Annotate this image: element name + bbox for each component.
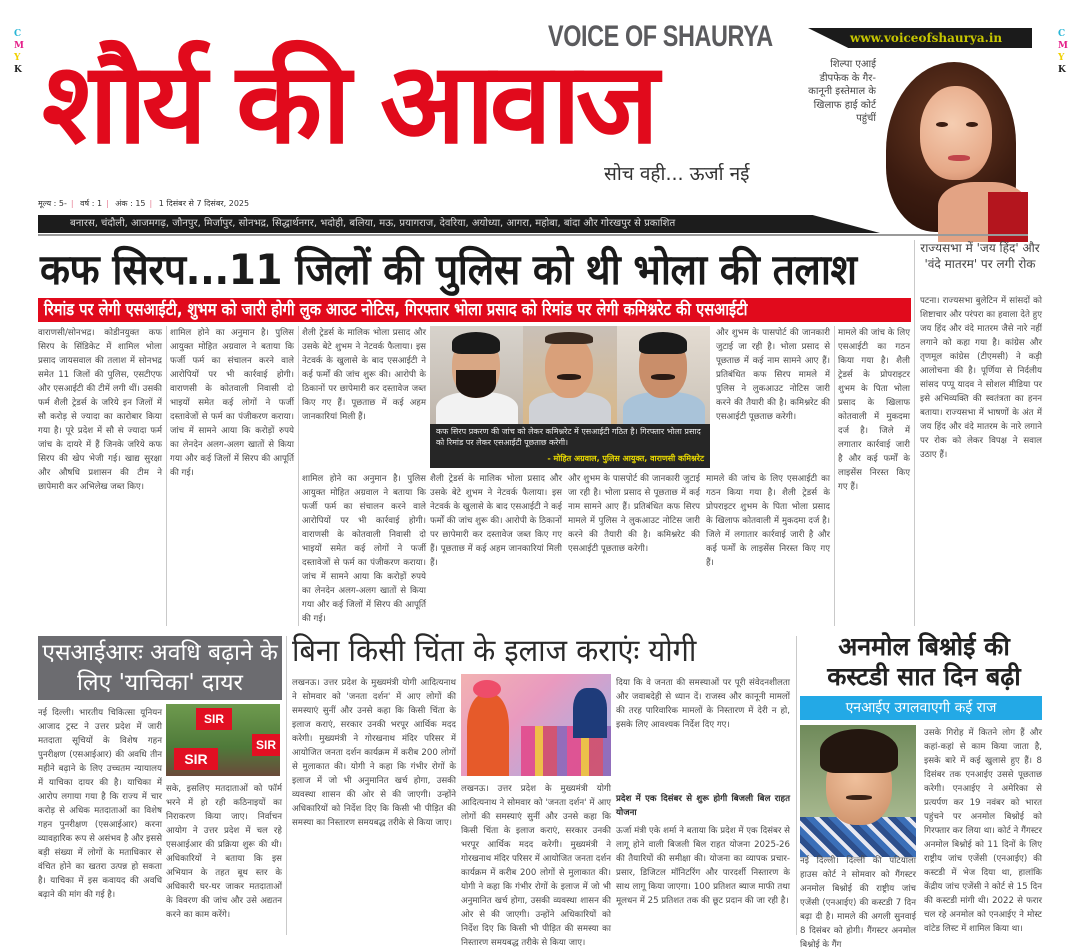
lead-column-1: वाराणसी/सोनभद्र। कोडीनयुक्त कफ सिरप के सिंडिकेट में शामिल भोला प्रसाद जायसवाल की तलाश में सोनभद्र समेत 11 जिलों की पुलिस, एसटीएफ और एसआईटी की टीमें लगी थीं। उसकी फर्म शैली ट्रेडर्स के जरिये इन जिलों में सौ करोड़ से ज्यादा का कारोबार किया गया है। पूरे प्रदेश में सौ से ज्यादा फर्म जांच के दायरे में हैं जिनके जरिये कफ सिरप की खेप भेजी गई। खाद्य सुरक्षा और औषधि प्रशासन की टीम ने छापेमारी कर अभिलेख जब्त किए। [38,328,162,492]
column-divider [166,326,167,626]
cmyk-c: C [1058,29,1066,39]
yogi-body-2: दिया कि वे जनता की समस्याओं पर पूरी संवेदनशीलता और जवाबदेही से ध्यान दें। राजस्व और कानूनी मामलों की तरह पारिवारिक मामलों के निस्तारण में देरी न हो, इसके लिए आवश्यक निर्देश दिए गए। [616,678,790,730]
cmyk-m: M [1058,41,1068,51]
photo-caption: कफ सिरप प्रकरण की जांच को लेकर कमिश्नरेट में एसआईटी गठित है। गिरफ्तार भोला प्रसाद को रिमांड पर लेकर एसआईटी पूछताछ करेगी। [436,427,701,447]
anmol-headline[interactable]: अनमोल बिश्नोई की कस्टडी सात दिन बढ़ी [827,632,1021,691]
lead-column-3c: शामिल होने का अनुमान है। पुलिस आयुक्त मोहित अग्रवाल ने बताया कि फर्जी फर्म का संचालन करने वाले आरोपियों पर भी कार्रवाई होगी। वाराणसी के कोतवाली निवासी दो भाइयों समेत कई लोगों ने फर्जी दस्तावेजों से फर्म का पंजीकरण कराया। जांच में सामने आया कि करोड़ों रुपये का लेनदेन अलग-अलग खातों से किया गया और कई जिलों में सिरप की आपूर्ति की गई। [302,474,426,624]
cmyk-k: K [14,65,22,75]
lead-column-2: शामिल होने का अनुमान है। पुलिस आयुक्त मोहित अग्रवाल ने बताया कि फर्जी फर्म का संचालन करने वाले आरोपियों पर भी कार्रवाई होगी। वाराणसी के कोतवाली निवासी दो भाइयों समेत कई लोगों ने फर्जी दस्तावेजों से फर्म का पंजीकरण कराया। जांच में सामने आया कि करोड़ों रुपये का लेनदेन अलग-अलग खातों से किया गया और कई जिलों में सिरप की आपूर्ति की गई। [170,328,294,478]
column-divider [914,240,915,626]
column-divider [286,636,287,935]
lead-column-4b: और शुभम के पासपोर्ट की जानकारी जुटाई जा रही है। भोला प्रसाद से पूछताछ में कई नाम सामने आए हैं। प्रतिबंधित कफ सिरप मामले में पुलिस ने लुकआउट नोटिस जारी करने की तैयारी की है। कमिश्नरेट की एसआईटी पूछताछ करेगी। [568,474,700,554]
placard: SIR [174,748,218,770]
lead-column-5: मामले की जांच के लिए एसआईटी का गठन किया गया है। शैली ट्रेडर्स के प्रोपराइटर शुभम के पिता भोला प्रसाद के खिलाफ कोतवाली में मुकदमा दर्ज है। जिले में लगातार कार्रवाई जारी है और कई फर्मों के लाइसेंस निरस्त किए गए हैं। [838,328,910,492]
cmyk-m: M [14,41,24,51]
column-divider [834,326,835,626]
column-divider [796,636,797,935]
lead-subheadline: रिमांड पर लेगी एसआईटी, शुभम को जारी होगी लुक आउट नोटिस, गिरफ्तार भोला प्रसाद को रिमांड पर लेगी कमिश्नरेट की एसआईटी [44,300,748,320]
cmyk-y: Y [1058,53,1065,63]
lead-headline[interactable]: कफ सिरप...11 जिलों की पुलिस को थी भोला की तलाश [40,245,857,294]
placard: SIR [196,708,232,730]
sir-protest-photo[interactable] [166,704,280,776]
lead-column-5b: मामले की जांच के लिए एसआईटी का गठन किया गया है। शैली ट्रेडर्स के प्रोपराइटर शुभम के पिता भोला प्रसाद के खिलाफ कोतवाली में मुकदमा दर्ज है। जिले में लगातार कार्रवाई जारी है और कई फर्मों के लाइसेंस निरस्त किए गए हैं। [706,474,830,568]
electricity-subheadline: प्रदेश में एक दिसंबर से शुरू होगी बिजली बिल राहत योजना [616,794,790,818]
sir-headline[interactable]: एसआईआरः अवधि बढ़ाने के लिए 'याचिका' दायर [42,640,278,696]
anmol-body-right: उसके गिरोह में कितने लोग हैं और कहां-कहां से काम किया जाता है, इसके बारे में कई खुलासे हुए हैं। 8 दिसंबर तक एनआईए उससे पूछताछ करेगी। एनआईए ने अमेरिका से प्रत्यर्पण कर 19 नवंबर को भारत पहुंचने पर अनमोल बिश्नोई को गिरफ्तार कर लिया था। कोर्ट ने गैंगस्टर अनमोल बिश्नोई को 11 दिनों के लिए राष्ट्रीय जांच एजेंसी (एनआईए) की कस्टडी में भेज दिया था, हालांकि केंद्रीय जांच एजेंसी ने कोर्ट से 15 दिन की कस्टडी मांगी थी। 2022 से फरार चल रहे अनमोल को एनआईए ने मोस्ट वांटेड लिस्ट में शामिल किया था। [924,728,1042,934]
yogi-headline[interactable]: बिना किसी चिंता के इलाज कराएंः योगी [292,633,697,669]
accused-photo-1 [430,326,523,424]
english-title: VOICE OF SHAURYA [548,20,773,53]
rajyasabha-body: पटना। राज्यसभा बुलेटिन में सांसदों को शिष्टाचार और परंपरा का हवाला देते हुए जय हिंद और वंदे मातरम जैसे नारे नहीं लगाने को कहा गया है। कांग्रेस और तृणमूल कांग्रेस (टीएमसी) ने कड़ी आलोचना की है। पूर्णिया से निर्दलीय सांसद पप्पू यादव ने सोशल मीडिया पर इसे अभिव्यक्ति की स्वतंत्रता का हनन बताया। राज्यसभा में भाषणों के अंत में जय हिंद और वंदे मातरम के नारे लगाने पर रोक को लेकर विपक्ष ने सवाल उठाए हैं। [920,296,1042,460]
accused-photo-2 [523,326,616,424]
teaser-text[interactable]: शिल्पा एआई डीपफेक के गैर-कानूनी इस्तेमाल के खिलाफ हाई कोर्ट पहुंचीं [808,59,876,124]
header-divider [38,234,1028,236]
placard: SIR [252,734,280,756]
yogi-janta-darshan-photo[interactable] [461,674,611,776]
teaser-photo[interactable] [878,52,1026,230]
accused-photos[interactable] [430,326,710,424]
nia-subheadline: एनआईए उगलवाएगी कई राज [845,700,997,716]
accused-photo-3 [617,326,710,424]
cities-strip: बनारस, चंदौली, आजमगढ़, जौनपुर, मिर्जापुर, सोनभद्र, सिद्धार्थनगर, भदोही, बलिया, मऊ, प्रयागराज, देवरिया, अयोध्या, आगरा, महोबा, बांदा और गोरखपुर से प्रकाशित [70,218,676,229]
sir-body-2: सके, इसलिए मतदाताओं को फॉर्म भरने में हो रही कठिनाइयों का निराकरण किया जाए। निर्वाचन आयोग ने उत्तर प्रदेश में चल रहे एसआईआर की प्रक्रिया शुरू की थी। अधिकारियों ने बताया कि इस अभियान के तहत बूथ स्तर के अधिकारी घर-घर जाकर मतदाताओं के विवरण की जांच और उसे अद्यतन करने का काम करेंगे। [166,784,282,920]
website-link[interactable]: www.voiceofshaurya.in [850,31,1003,45]
cmyk-k: K [1058,65,1066,75]
issue: अंक : 15 [115,199,146,208]
electricity-body: ऊर्जा मंत्री एके शर्मा ने बताया कि प्रदेश में एक दिसंबर से लागू होने वाली बिजली बिल राहत योजना 2025-26 की तैयारियों की समीक्षा की। योजना का व्यापक प्रचार-प्रसार, डिजिटल मॉनिटरिंग और पारदर्शी निस्तारण के साथ लागू किया जाएगा। 100 प्रतिशत ब्याज माफी तथा मूलधन में 25 प्रतिशत तक की छूट प्रदान की जा रही है। [616,826,790,906]
newspaper-logo: शौर्य की आवाज [42,39,654,169]
anmol-body-left: नई दिल्ली। दिल्ली की पटियाला हाउस कोर्ट ने सोमवार को गैंगस्टर अनमोल बिश्नोई की राष्ट्रीय जांच एजेंसी (एनआईए) की कस्टडी 7 दिन बढ़ा दी है। मामले की अगली सुनवाई 8 दिसंबर को होगी। गैंगस्टर अनमोल बिश्नोई के गैंग [800,856,916,950]
cmyk-y: Y [14,53,21,63]
anmol-bishnoi-photo[interactable] [800,725,916,849]
cmyk-marks-left [14,28,24,76]
sir-body: नई दिल्ली। भारतीय चिकित्सा यूनियन आजाद ट्रस्ट ने उत्तर प्रदेश में जारी मतदाता सूचियों के विशेष गहन पुनरीक्षण (एसआईआर) की अवधि तीन महीने बढ़ाने के लिए उच्चतम न्यायालय में याचिका दायर की है। याचिका में आरोप लगाया गया है कि राज्य में चार करोड़ से अधिक मतदाताओं का विशेष गहन पुनरीक्षण (एसआईआर) करना व्यावहारिक रूप से असंभव है और इससे बड़ी संख्या में लोगों के मताधिकार से वंचित होने का खतरा उत्पन्न हो सकता है। याचिका में इस कवायद की अवधि बढ़ाने की मांग की गई है। [38,708,162,900]
lead-column-3: शैली ट्रेडर्स के मालिक भोला प्रसाद और उसके बेटे शुभम ने नेटवर्क फैलाया। इस नेटवर्क के खुलासे के बाद एसआईटी ने कई फर्मों की जांच शुरू की। आरोपी के ठिकानों पर छापेमारी कर दस्तावेज जब्त किए गए हैं। पूछताछ में कई अहम जानकारियां मिली हैं। [302,328,426,422]
cmyk-c: C [14,29,22,39]
year: वर्ष : 1 [80,199,103,208]
yogi-body: लखनऊ। उत्तर प्रदेश के मुख्यमंत्री योगी आदित्यनाथ ने सोमवार को 'जनता दर्शन' में आए लोगों की समस्याएं सुनीं और उनसे कहा कि किसी चिंता के इलाज कराएं, सरकार उनकी भरपूर आर्थिक मदद करेगी। मुख्यमंत्री ने गोरखनाथ मंदिर परिसर में आयोजित जनता दर्शन कार्यक्रम में करीब 200 लोगों से मुलाकात की। योगी ने कहा कि गंभीर रोगों के इलाज में जो भी अनुमानित खर्च होगा, उसकी व्यवस्था शासन की ओर से की जाएगी। उन्होंने अधिकारियों को निर्देश दिए कि किसी भी पीड़ित की समस्या का निस्तारण समयबद्ध तरीके से किया जाए। [292,678,456,828]
date-range: 1 दिसंबर से 7 दिसंबर, 2025 [158,199,250,208]
price: मूल्य : 5- [38,199,67,208]
edition-meta: मूल्य : 5- | वर्ष : 1 | अंक : 15 | 1 दिसंबर से 7 दिसंबर, 2025 [38,199,250,208]
yogi-body-cont: लखनऊ। उत्तर प्रदेश के मुख्यमंत्री योगी आदित्यनाथ ने सोमवार को 'जनता दर्शन' में आए लोगों की समस्याएं सुनीं और उनसे कहा कि किसी चिंता के इलाज कराएं, सरकार उनकी भरपूर आर्थिक मदद करेगी। मुख्यमंत्री ने गोरखनाथ मंदिर परिसर में आयोजित जनता दर्शन कार्यक्रम में करीब 200 लोगों से मुलाकात की। योगी ने कहा कि गंभीर रोगों के इलाज में जो भी अनुमानित खर्च होगा, उसकी व्यवस्था शासन की ओर से की जाएगी। उन्होंने अधिकारियों को निर्देश दिए कि किसी भी पीड़ित की समस्या का निस्तारण समयबद्ध तरीके से किया जाए। [461,784,611,948]
lead-column-4: और शुभम के पासपोर्ट की जानकारी जुटाई जा रही है। भोला प्रसाद से पूछताछ में कई नाम सामने आए हैं। प्रतिबंधित कफ सिरप मामले में पुलिस ने लुकआउट नोटिस जारी करने की तैयारी की है। कमिश्नरेट की एसआईटी पूछताछ करेगी। [716,328,830,422]
tagline: सोच वही... ऊर्जा नई [604,163,750,185]
rajyasabha-headline[interactable]: राज्यसभा में 'जय हिंद' और 'वंदे मातरम' पर लगी रोक [920,241,1040,271]
cmyk-marks-right [1058,28,1068,76]
lead-column-3b: शैली ट्रेडर्स के मालिक भोला प्रसाद और उसके बेटे शुभम ने नेटवर्क फैलाया। इस नेटवर्क के खुलासे के बाद एसआईटी ने कई फर्मों की जांच शुरू की। आरोपी के ठिकानों पर छापेमारी कर दस्तावेज जब्त किए गए हैं। पूछताछ में कई अहम जानकारियां मिली हैं। [430,474,562,568]
photo-credit: - मोहित अग्रवाल, पुलिस आयुक्त, वाराणसी कमिश्नरेट [547,454,704,463]
column-divider [298,326,299,626]
